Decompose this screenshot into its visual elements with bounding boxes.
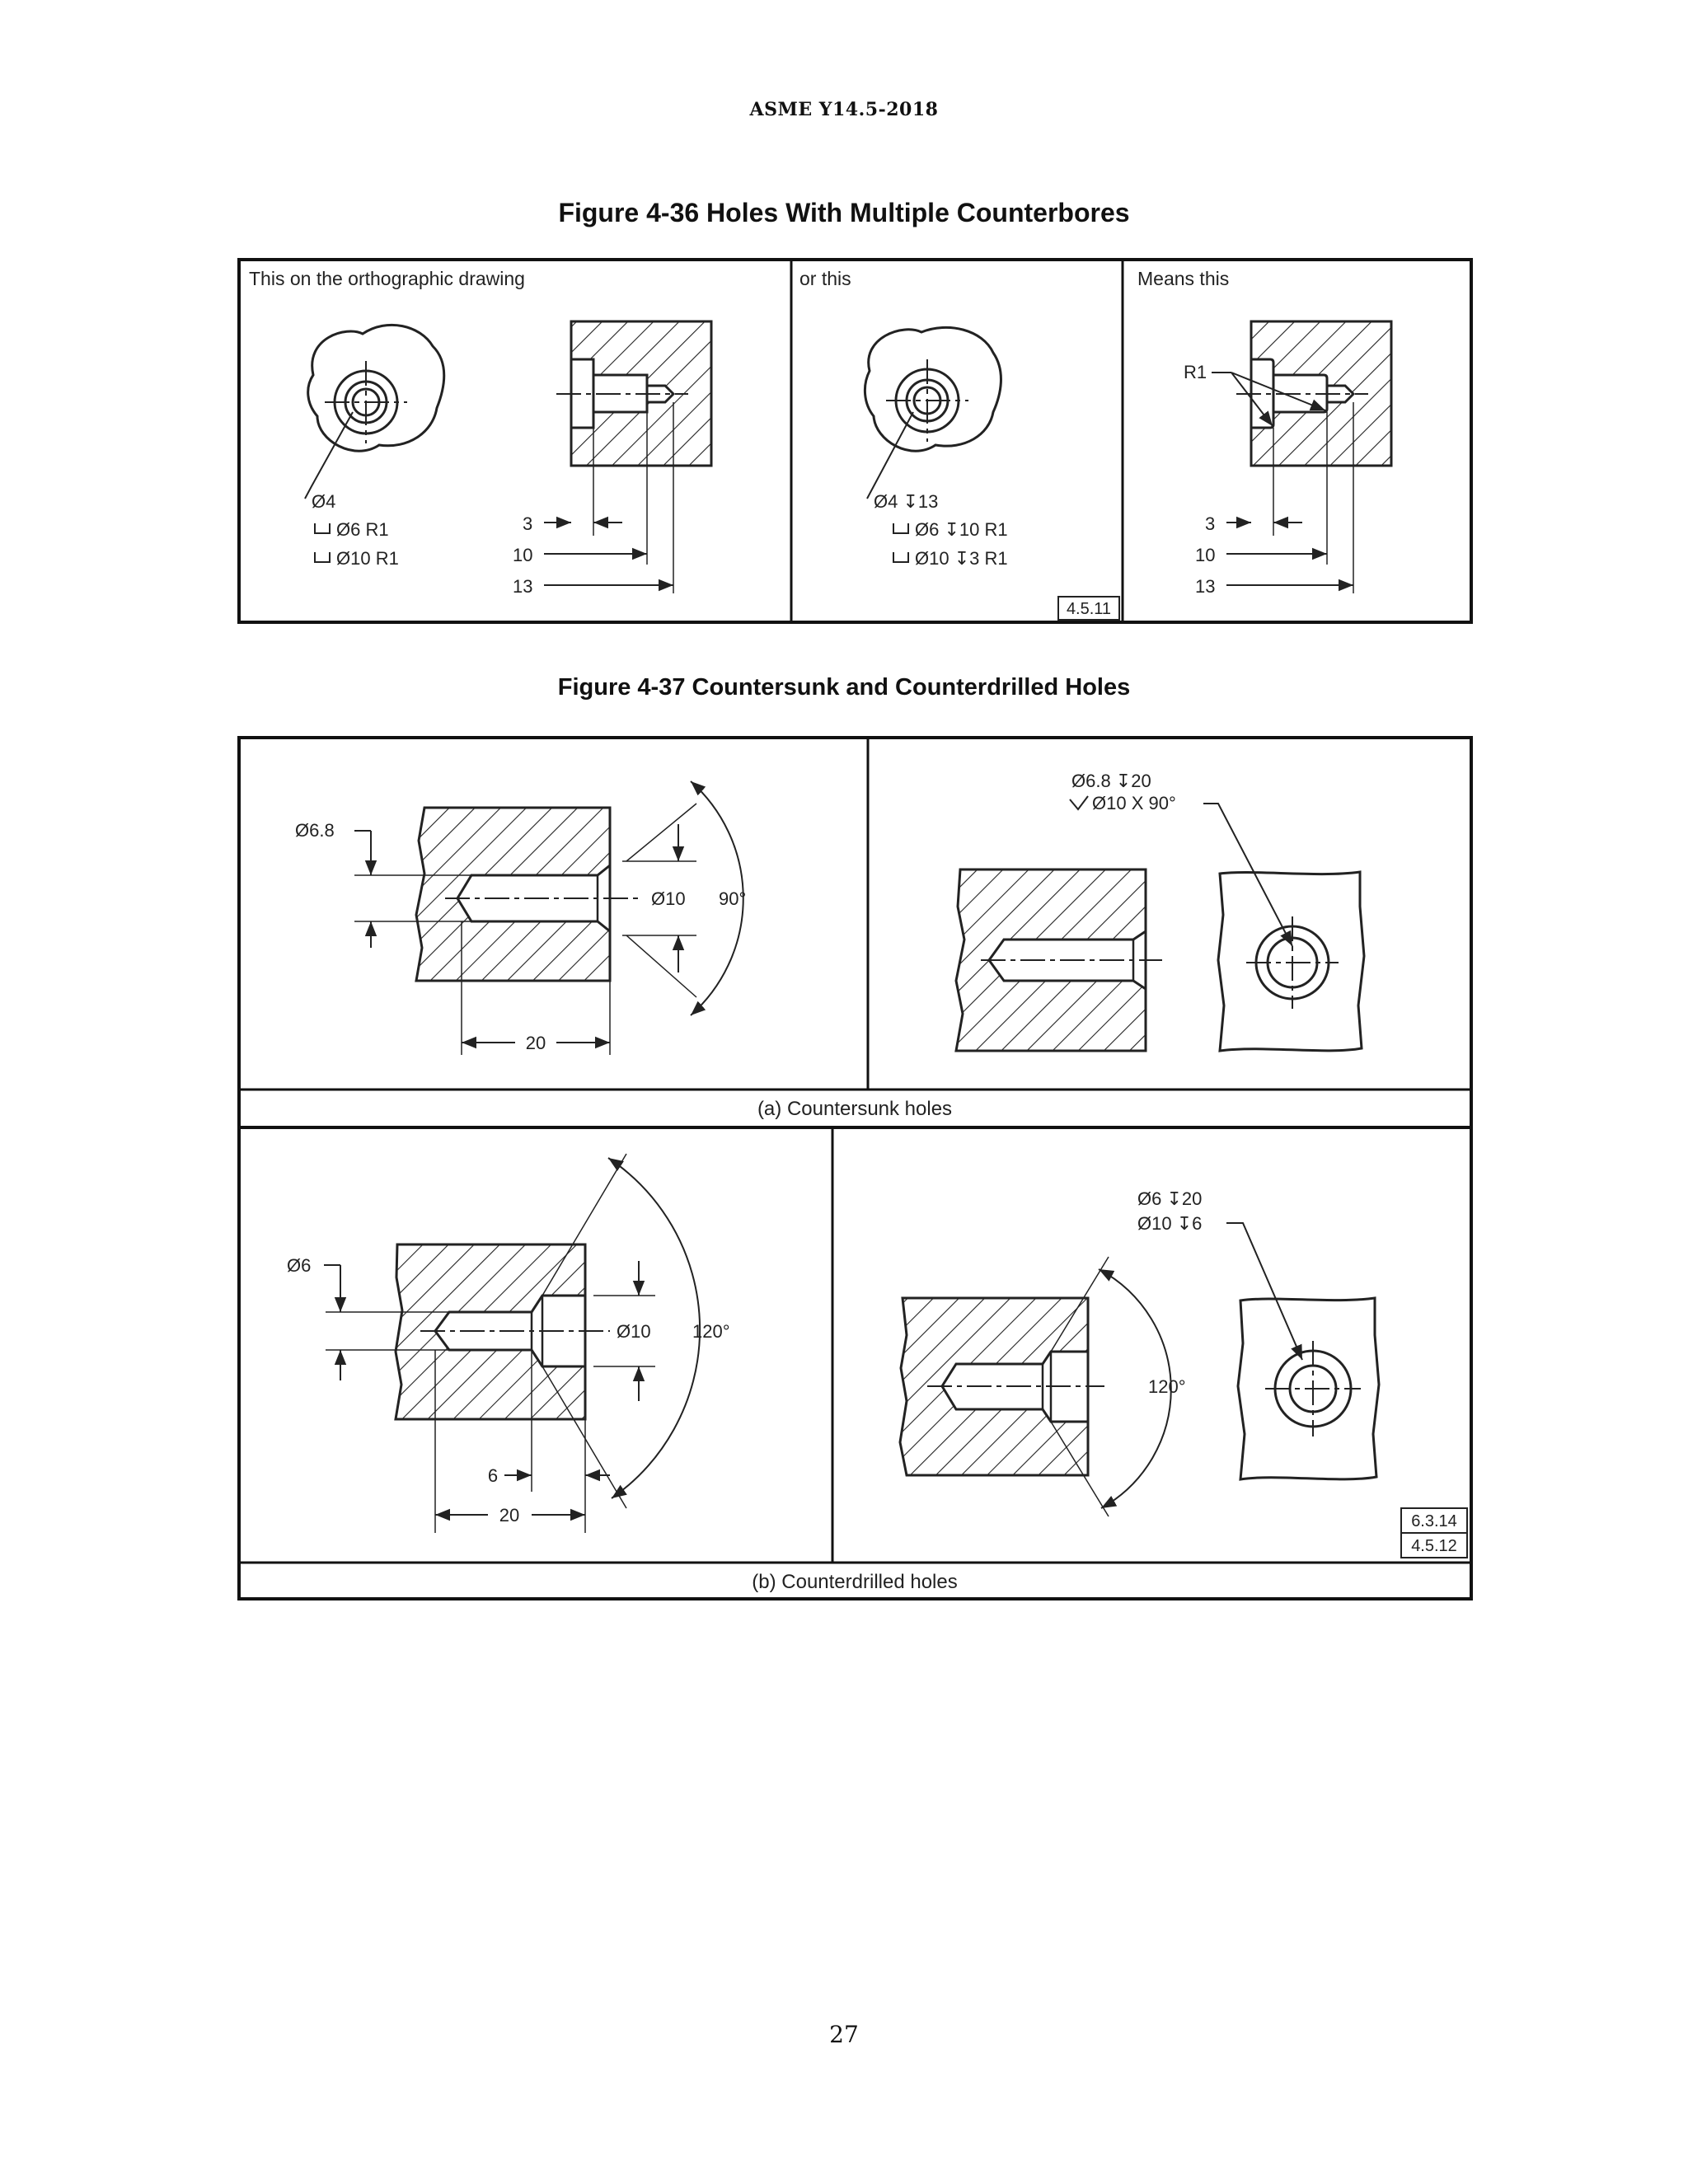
- dim-label: 3: [523, 513, 533, 534]
- angle-label: 90°: [719, 888, 747, 909]
- leader-line: [1226, 1223, 1302, 1360]
- counterdrilled-callout-view: [900, 1188, 1467, 1558]
- panel-or-this: [799, 268, 1119, 620]
- leader-line: [867, 412, 913, 499]
- dimension-label: Ø10: [651, 888, 686, 909]
- dimension-label: Ø6: [287, 1255, 312, 1276]
- dim-label: 10: [513, 545, 533, 565]
- dimension-label: 20: [525, 1033, 546, 1053]
- countersunk-callout-view: [956, 771, 1364, 1051]
- callout-line: Ø10 ↧3 R1: [915, 548, 1008, 569]
- callout-line: Ø4: [312, 491, 336, 512]
- dim-label: 3: [1205, 513, 1216, 534]
- countersink-symbol: [1070, 796, 1088, 809]
- counterdrilled-caption: (b) Counterdrilled holes: [752, 1571, 958, 1593]
- angle-label: 120°: [1148, 1376, 1186, 1397]
- angle-label: 120°: [692, 1321, 730, 1342]
- panel-means-this: [1137, 268, 1391, 597]
- panel-orthographic: [249, 268, 711, 597]
- figure-4-36: [239, 260, 1471, 622]
- counterdrilled-section-dimensioned: [287, 1154, 730, 1533]
- figure-4-36-title: Figure 4-36 Holes With Multiple Counterbores: [558, 198, 1130, 227]
- callout-line: Ø4 ↧13: [874, 491, 939, 512]
- counterbore-symbol: [315, 552, 330, 562]
- figure-4-37-title: Figure 4-37 Countersunk and Counterdrilled Holes: [557, 674, 1131, 701]
- dim-label: 13: [513, 576, 533, 597]
- dimension-label: Ø6.8: [295, 820, 335, 841]
- callout-line: Ø6 ↧20: [1137, 1188, 1203, 1209]
- dimension-label: 20: [499, 1505, 520, 1526]
- counterbore-symbol: [893, 552, 908, 562]
- reference-number: 4.5.12: [1411, 1537, 1457, 1555]
- callout-line: Ø10 ↧6: [1137, 1213, 1203, 1234]
- figure-4-37: [239, 738, 1471, 1599]
- countersunk-section-dimensioned: [295, 781, 746, 1055]
- callout-line: Ø10 R1: [336, 548, 399, 569]
- callout-line: Ø6 ↧10 R1: [915, 519, 1008, 540]
- dim-label: 13: [1195, 576, 1216, 597]
- panel-caption: or this: [799, 268, 851, 289]
- panel-caption: Means this: [1137, 268, 1230, 289]
- counterbore-symbol: [893, 523, 908, 533]
- dimension-label: 6: [487, 1465, 499, 1486]
- leader-line: [1203, 804, 1292, 946]
- radius-label: R1: [1184, 362, 1207, 382]
- callout-line: Ø6.8 ↧20: [1071, 771, 1151, 791]
- reference-number: 6.3.14: [1411, 1512, 1457, 1530]
- callout-line: Ø10 X 90°: [1092, 793, 1176, 813]
- reference-number: 4.5.11: [1066, 600, 1112, 618]
- part-outline: [1218, 872, 1364, 1051]
- extension-line: [626, 804, 696, 861]
- extension-line: [626, 935, 696, 997]
- callout-line: Ø6 R1: [336, 519, 389, 540]
- dim-label: 10: [1195, 545, 1216, 565]
- document-header: ASME Y14.5-2018: [749, 99, 939, 120]
- countersunk-caption: (a) Countersunk holes: [757, 1098, 953, 1120]
- counterbore-symbol: [315, 523, 330, 533]
- leader-line: [305, 412, 353, 499]
- panel-caption: This on the orthographic drawing: [249, 268, 525, 289]
- page-number: 27: [829, 2021, 859, 2048]
- dimension-label: Ø10: [617, 1321, 651, 1342]
